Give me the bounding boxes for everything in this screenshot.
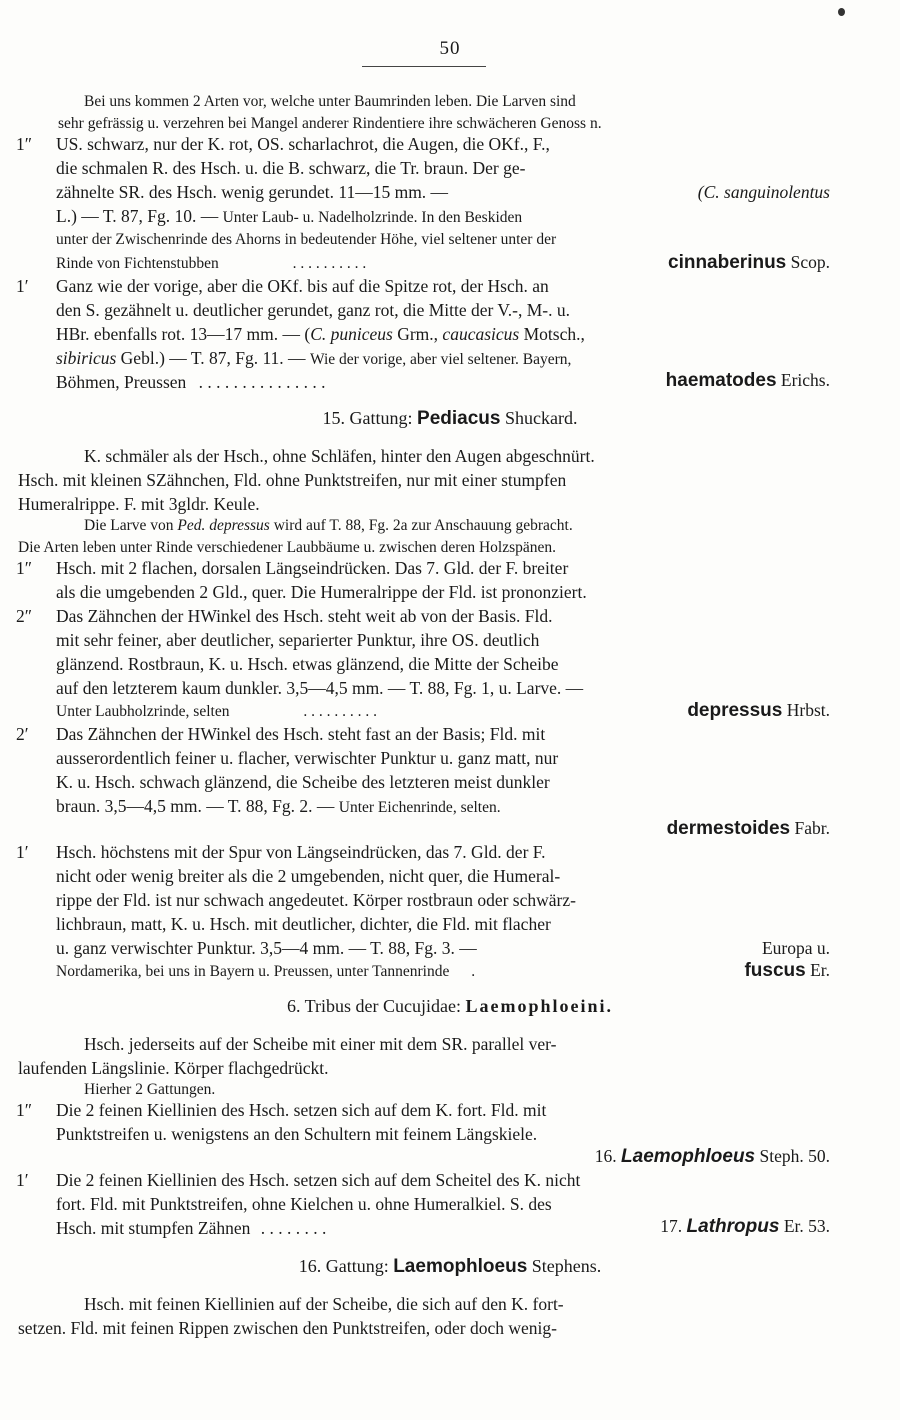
key-number: 1″ <box>16 1100 33 1120</box>
section-heading <box>0 1254 900 1279</box>
species-author: Scop. <box>790 252 830 272</box>
text-line <box>56 794 501 820</box>
text-span: wird auf T. 88, Fg. 2a zur Anschauung gebracht. <box>273 517 573 534</box>
text-line: Hsch. mit 2 flachen, dorsalen Längseindrücken. Das 7. Gld. der F. breiter <box>56 558 569 578</box>
text-span: braun. 3,5—4,5 mm. — T. 88, Fg. 2. — <box>56 796 335 816</box>
species-name: fuscus <box>744 960 806 981</box>
section-heading <box>0 406 900 431</box>
text-line: Hsch. jederseits auf der Scheibe mit einer mit dem SR. parallel ver- <box>84 1034 557 1054</box>
text-span: 17. <box>660 1216 683 1236</box>
text-span: Steph. 50. <box>759 1146 830 1166</box>
key-number: 1′ <box>16 1170 29 1190</box>
text-line: mit sehr feiner, aber deutlicher, separierter Punktur, ihre OS. deutlich <box>56 630 540 650</box>
genus-name: Lathropus <box>686 1216 780 1237</box>
synonym-text: sibiricus <box>56 348 117 368</box>
text-line <box>84 514 573 538</box>
text-span: Gebl.) — T. 87, Fg. 11. — <box>120 348 306 368</box>
text-line: auf den letzterem kaum dunkler. 3,5—4,5 mm. — T. 88, Fg. 1, u. Larve. — <box>56 678 584 698</box>
text-line: Die 2 feinen Kiellinien des Hsch. setzen sich auf dem K. fort. Fld. mit <box>56 1100 547 1120</box>
text-line: Das Zähnchen der HWinkel des Hsch. steht weit ab von der Basis. Fld. <box>56 606 553 626</box>
text-span: Motsch., <box>523 324 585 344</box>
header-rule <box>362 66 486 67</box>
text-line: lichbraun, matt, K. u. Hsch. mit deutlicher, dichter, die Fld. mit flacher <box>56 914 551 934</box>
text-line: US. schwarz, nur der K. rot, OS. scharlachrot, die Augen, die OKf., F., <box>56 134 550 154</box>
species-author: Hrbst. <box>786 700 830 720</box>
leader-dots: . . . . . . . . <box>260 1218 327 1238</box>
text-line: rippe der Fld. ist nur schwach angedeutet. Körper rostbraun oder schwärz- <box>56 890 576 910</box>
species-name: dermestoides <box>666 818 791 839</box>
text-line: Die 2 feinen Kiellinien des Hsch. setzen sich auf dem Scheitel des K. nicht <box>56 1170 581 1190</box>
text-span: L.) — T. 87, Fg. 10. — <box>56 206 219 226</box>
text-line: glänzend. Rostbraun, K. u. Hsch. etwas glänzend, die Mitte der Scheibe <box>56 654 559 674</box>
synonym-text: C. puniceus <box>310 324 393 344</box>
species-name: haematodes <box>665 370 777 391</box>
text-line <box>56 346 571 372</box>
text-span: 16. <box>594 1146 617 1166</box>
key-number: 2′ <box>16 724 29 744</box>
text-line <box>56 370 326 394</box>
species-line <box>668 250 830 275</box>
tribe-heading <box>0 994 900 1018</box>
text-line: u. ganz verwischter Punktur. 3,5—4 mm. — T. 88, Fg. 3. — <box>56 938 477 958</box>
text-line: fort. Fld. mit Punktstreifen, ohne Kielchen u. ohne Humeralkiel. S. des <box>56 1194 552 1214</box>
synonym-text: (C. sanguinolentus <box>697 182 830 202</box>
text-line <box>56 700 377 724</box>
text-span: Hsch. mit stumpfen Zähnen <box>56 1218 251 1238</box>
genus-name: Pediacus <box>417 408 501 429</box>
genus-name: Laemophloeus <box>393 1256 528 1277</box>
text-line <box>56 960 475 984</box>
text-span: Grm., <box>397 324 439 344</box>
habitat-text: Nordamerika, bei uns in Bayern u. Preussen, unter Tannenrinde <box>56 963 450 980</box>
genus-author: Stephens. <box>531 1256 602 1276</box>
species-line <box>687 698 830 723</box>
species-ref: Ped. depressus <box>177 517 270 534</box>
leader-dots: . <box>471 963 476 980</box>
synonym-text: caucasicus <box>442 324 520 344</box>
text-line: Humeralrippe. F. mit 3gldr. Keule. <box>18 494 260 514</box>
genus-name: Laemophloeus <box>621 1146 756 1167</box>
text-line <box>56 322 585 346</box>
habitat-text: Wie der vorige, aber viel seltener. Bayern, <box>309 351 572 368</box>
habitat-text: Unter Laub- u. Nadelholzrinde. In den Beskiden <box>222 209 523 226</box>
habitat-text: Europa u. <box>761 938 830 958</box>
genus-author: Shuckard. <box>504 408 578 428</box>
text-line: Die Arten leben unter Rinde verschiedener Laubbäume u. zwischen deren Holzspänen. <box>18 539 556 556</box>
leader-dots: . . . . . . . . . . <box>303 703 377 720</box>
ink-speck <box>838 8 845 16</box>
text-line: Punktstreifen u. wenigstens an den Schultern mit feinem Längskiele. <box>56 1124 538 1144</box>
text-line: K. u. Hsch. schwach glänzend, die Scheibe des letzteren meist dunkler <box>56 772 550 792</box>
text-line <box>56 1216 326 1240</box>
text-line <box>56 252 366 276</box>
species-name: depressus <box>687 700 783 721</box>
leader-dots: . . . . . . . . . . . . . . . <box>198 372 326 392</box>
key-number: 1″ <box>16 134 33 154</box>
text-line: die schmalen R. des Hsch. u. die B. schwarz, die Tr. braun. Der ge- <box>56 158 526 178</box>
text-line: Hsch. mit kleinen SZähnchen, Fld. ohne Punktstreifen, nur mit einer stumpfen <box>18 470 567 490</box>
heading-prefix: 16. Gattung: <box>298 1256 389 1276</box>
text-line: Hsch. höchstens mit der Spur von Längseindrücken, das 7. Gld. der F. <box>56 842 546 862</box>
key-number: 1′ <box>16 842 29 862</box>
habitat-text: Unter Eichenrinde, selten. <box>338 799 501 816</box>
text-line: K. schmäler als der Hsch., ohne Schläfen, hinter den Augen abgeschnürt. <box>84 446 595 466</box>
text-line: Ganz wie der vorige, aber die OKf. bis auf die Spitze rot, der Hsch. an <box>56 276 549 296</box>
text-line <box>56 204 522 230</box>
key-number: 1′ <box>16 276 29 296</box>
text-span: Er. 53. <box>783 1216 830 1236</box>
genus-reference <box>595 1144 830 1169</box>
species-line <box>744 958 830 983</box>
key-number: 1″ <box>16 558 33 578</box>
text-line: nicht oder wenig breiter als die 2 umgebenden, nicht quer, die Humeral- <box>56 866 561 886</box>
text-line: laufenden Längslinie. Körper flachgedrückt. <box>18 1058 329 1078</box>
text-line: den S. gezähnelt u. deutlicher gerundet, ganz rot, die Mitte der V.-, M-. u. <box>56 300 571 320</box>
text-line: Bei uns kommen 2 Arten vor, welche unter Baumrinden leben. Die Larven sind <box>84 93 576 110</box>
species-author: Er. <box>810 960 830 980</box>
heading-prefix: 15. Gattung: <box>322 408 413 428</box>
species-line <box>666 368 830 393</box>
species-name: cinnaberinus <box>668 252 787 273</box>
text-line: Das Zähnchen der HWinkel des Hsch. steht fast an der Basis; Fld. mit <box>56 724 546 744</box>
tribe-name: Laemophloeini. <box>465 996 613 1016</box>
text-span: Die Larve von <box>84 517 174 534</box>
text-line: als die umgebenden 2 Gld., quer. Die Humeralrippe der Fld. ist prononziert. <box>56 582 587 602</box>
text-line: sehr gefrässig u. verzehren bei Mangel anderer Rindentiere ihre schwächeren Genoss n. <box>58 115 602 132</box>
species-author: Fabr. <box>794 818 830 838</box>
genus-reference <box>660 1214 830 1239</box>
text-line <box>56 180 448 204</box>
text-line: ausserordentlich feiner u. flacher, verwischter Punktur u. ganz matt, nur <box>56 748 559 768</box>
habitat-text: Unter Laubholzrinde, selten <box>56 703 230 720</box>
text-line: unter der Zwischenrinde des Ahorns in bedeutender Höhe, viel seltener unter der <box>56 231 557 248</box>
key-number: 2″ <box>16 606 33 626</box>
text-line: Hierher 2 Gattungen. <box>84 1081 216 1098</box>
heading-prefix: 6. Tribus der Cucujidae: <box>286 996 461 1016</box>
text-span: Rinde von Fichtenstubben <box>56 255 219 272</box>
page-number: 50 <box>439 38 461 59</box>
leader-dots: . . . . . . . . . . <box>292 255 367 272</box>
text-line: setzen. Fld. mit feinen Rippen zwischen den Punktstreifen, oder doch wenig- <box>18 1318 557 1338</box>
text-span: HBr. ebenfalls rot. 13—17 mm. — ( <box>56 324 311 344</box>
text-line: Hsch. mit feinen Kiellinien auf der Scheibe, die sich auf den K. fort- <box>84 1294 564 1314</box>
text-span: zähnelte SR. des Hsch. wenig gerundet. 11—15 mm. — <box>56 182 449 202</box>
species-author: Erichs. <box>780 370 830 390</box>
species-line <box>667 816 830 841</box>
text-span: Böhmen, Preussen <box>56 372 187 392</box>
